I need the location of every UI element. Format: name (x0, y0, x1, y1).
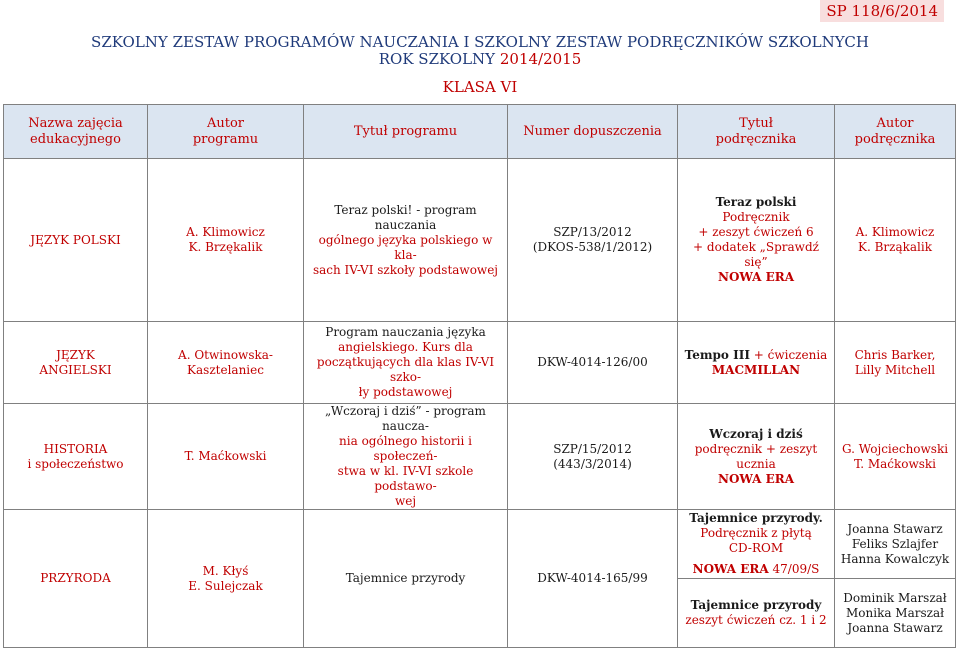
column-header-approval-number: Numer dopuszczenia (508, 105, 678, 159)
column-header-program-title: Tytuł programu (304, 105, 508, 159)
book-author-cell: A. Klimowicz K. Brząkalik (835, 159, 956, 322)
book-author-cell (835, 510, 956, 648)
program-author-cell: M. Kłyś E. Sulejczak (148, 510, 304, 648)
book-author-part-1: Joanna Stawarz Feliks Szlajfer Hanna Kowalczyk (840, 521, 950, 566)
program-author-cell: A. Klimowicz K. Brzękalik (148, 159, 304, 322)
book-author-cell: G. Wojciechowski T. Maćkowski (835, 404, 956, 510)
approval-number-cell: DKW-4014-165/99 (508, 510, 678, 648)
column-header-book-title: Tytuł podręcznika (678, 105, 835, 159)
program-title-cell: Teraz polski! - program nauczania ogólnego języka polskiego w kla- sach IV-VI szkoły podstawowej (304, 159, 508, 322)
program-author-cell: T. Maćkowski (148, 404, 304, 510)
table-row-history (4, 404, 956, 510)
book-title-cell: Teraz polski Podręcznik + zeszyt ćwiczeń 6 + dodatek „Sprawdź się” NOWA ERA (678, 159, 835, 322)
book-title-part-1: Tajemnice przyrody. Podręcznik z płytą CD-ROM NOWA ERA 47/09/S (689, 511, 823, 576)
class-label: KLASA VI (442, 78, 518, 96)
program-title-cell: Tajemnice przyrody (304, 510, 508, 648)
table-row-polish (4, 159, 956, 322)
subject-cell: JĘZYK ANGIELSKI (4, 322, 148, 404)
approval-number-cell: SZP/15/2012 (443/3/2014) (508, 404, 678, 510)
document-title: SZKOLNY ZESTAW PROGRAMÓW NAUCZANIA I SZKOLNY ZESTAW PODRĘCZNIKÓW SZKOLNYCH (91, 33, 869, 51)
curriculum-table (3, 104, 956, 648)
approval-number-cell: DKW-4014-126/00 (508, 322, 678, 404)
book-title-cell (678, 510, 835, 648)
approval-number-cell: SZP/13/2012 (DKOS-538/1/2012) (508, 159, 678, 322)
school-year-value: 2014/2015 (499, 50, 582, 68)
subject-cell: PRZYRODA (4, 510, 148, 648)
program-author-cell: A. Otwinowska- Kasztelaniec (148, 322, 304, 404)
column-header-program-author: Autor programu (148, 105, 304, 159)
table-row-nature (4, 510, 956, 648)
program-title-cell: Program nauczania języka angielskiego. Kurs dla początkujących dla klas IV-VI szko- ły podstawowej (304, 322, 508, 404)
document-reference-code: SP 118/6/2014 (820, 0, 944, 22)
column-header-subject: Nazwa zajęcia edukacyjnego (4, 105, 148, 159)
book-title-part-2: Tajemnice przyrody zeszyt ćwiczeń cz. 1 i 2 (678, 578, 834, 647)
school-year (0, 50, 960, 68)
book-author-cell: Chris Barker, Lilly Mitchell (835, 322, 956, 404)
book-author-part-2: Dominik Marszał Monika Marszał Joanna Stawarz (835, 578, 955, 647)
book-title-cell: Tempo III + ćwiczenia MACMILLAN (678, 322, 835, 404)
subject-cell: JĘZYK POLSKI (4, 159, 148, 322)
table-row-english (4, 322, 956, 404)
school-year-label: ROK SZKOLNY (378, 50, 500, 68)
table-header-row (4, 105, 956, 159)
subject-cell: HISTORIA i społeczeństwo (4, 404, 148, 510)
column-header-book-author: Autor podręcznika (835, 105, 956, 159)
book-title-cell: Wczoraj i dziś podręcznik + zeszyt ucznia NOWA ERA (678, 404, 835, 510)
program-title-cell: „Wczoraj i dziś” - program naucza- nia ogólnego historii i społeczeń- stwa w kl. IV-VI szkole podstawo- wej (304, 404, 508, 510)
